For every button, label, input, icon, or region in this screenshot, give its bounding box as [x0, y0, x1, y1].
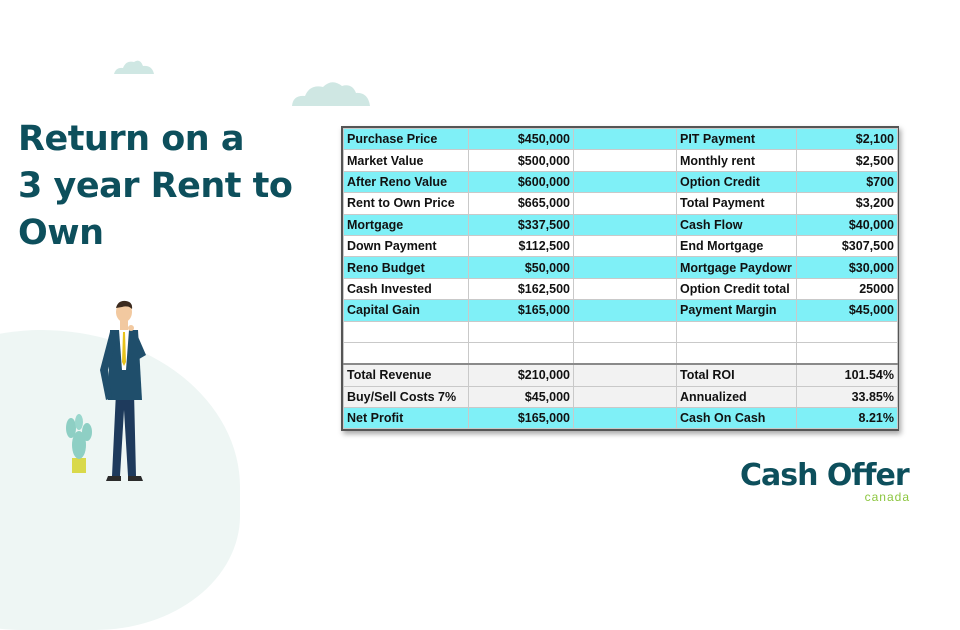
empty-cell [574, 408, 677, 429]
value-cell: $210,000 [469, 364, 574, 386]
label-cell: Mortgage Paydowr [677, 257, 797, 278]
empty-cell [574, 171, 677, 192]
value-cell: $700 [797, 171, 898, 192]
label-cell: Reno Budget [344, 257, 469, 278]
table-row [344, 300, 898, 321]
value-cell: $165,000 [469, 300, 574, 321]
label-cell: Cash Flow [677, 214, 797, 235]
title-line-3: Own [18, 213, 104, 253]
empty-cell [574, 386, 677, 407]
value-cell: $40,000 [797, 214, 898, 235]
empty-cell [574, 278, 677, 299]
empty-cell [574, 235, 677, 256]
value-cell: $30,000 [797, 257, 898, 278]
table-row [344, 408, 898, 429]
table-row [344, 129, 898, 150]
label-cell: Capital Gain [344, 300, 469, 321]
logo-subtext: canada [864, 490, 910, 504]
table-row [344, 193, 898, 214]
label-cell: Down Payment [344, 235, 469, 256]
value-cell [797, 342, 898, 364]
value-cell: 8.21% [797, 408, 898, 429]
label-cell: PIT Payment [677, 129, 797, 150]
empty-cell [574, 193, 677, 214]
empty-cell [574, 364, 677, 386]
label-cell: Buy/Sell Costs 7% [344, 386, 469, 407]
label-cell: Monthly rent [677, 150, 797, 171]
value-cell: $162,500 [469, 278, 574, 299]
value-cell: 33.85% [797, 386, 898, 407]
empty-cell [574, 150, 677, 171]
table-row [344, 235, 898, 256]
label-cell: Cash Invested [344, 278, 469, 299]
value-cell: $2,100 [797, 129, 898, 150]
value-cell: $112,500 [469, 235, 574, 256]
value-cell: 101.54% [797, 364, 898, 386]
table-row [344, 321, 898, 342]
table-row [344, 171, 898, 192]
label-cell: Total Payment [677, 193, 797, 214]
label-cell: Net Profit [344, 408, 469, 429]
table-row [344, 364, 898, 386]
label-cell [677, 342, 797, 364]
spreadsheet-table [341, 126, 899, 431]
value-cell: $45,000 [797, 300, 898, 321]
label-cell: Mortgage [344, 214, 469, 235]
label-cell: Rent to Own Price [344, 193, 469, 214]
table-row [344, 278, 898, 299]
table-row [344, 214, 898, 235]
label-cell: Total ROI [677, 364, 797, 386]
label-cell: Market Value [344, 150, 469, 171]
empty-cell [574, 257, 677, 278]
label-cell: Option Credit total [677, 278, 797, 299]
empty-cell [574, 214, 677, 235]
table-row [344, 257, 898, 278]
label-cell: Cash On Cash [677, 408, 797, 429]
label-cell: Annualized [677, 386, 797, 407]
value-cell: $665,000 [469, 193, 574, 214]
value-cell [469, 342, 574, 364]
label-cell: Option Credit [677, 171, 797, 192]
label-cell: Total Revenue [344, 364, 469, 386]
label-cell [677, 321, 797, 342]
table-row [344, 342, 898, 364]
value-cell: $3,200 [797, 193, 898, 214]
value-cell: $165,000 [469, 408, 574, 429]
value-cell: $337,500 [469, 214, 574, 235]
value-cell [797, 321, 898, 342]
table-row [344, 386, 898, 407]
value-cell: $307,500 [797, 235, 898, 256]
label-cell: Payment Margin [677, 300, 797, 321]
cloud-icon [112, 58, 156, 76]
value-cell: $45,000 [469, 386, 574, 407]
logo-wordmark: Cash Offer [740, 458, 909, 493]
cactus-icon [66, 414, 92, 473]
label-cell: Purchase Price [344, 129, 469, 150]
value-cell: $450,000 [469, 129, 574, 150]
value-cell: $600,000 [469, 171, 574, 192]
label-cell [344, 321, 469, 342]
value-cell: 25000 [797, 278, 898, 299]
empty-cell [574, 300, 677, 321]
title-line-1: Return on a [18, 119, 244, 159]
table-row [344, 150, 898, 171]
empty-cell [574, 342, 677, 364]
value-cell: $2,500 [797, 150, 898, 171]
company-logo [740, 458, 912, 508]
empty-cell [574, 321, 677, 342]
page-title [18, 116, 292, 257]
cloud-icon [290, 78, 372, 108]
businessman-illustration [58, 300, 158, 485]
label-cell [344, 342, 469, 364]
value-cell: $500,000 [469, 150, 574, 171]
label-cell: After Reno Value [344, 171, 469, 192]
empty-cell [574, 129, 677, 150]
value-cell [469, 321, 574, 342]
label-cell: End Mortgage [677, 235, 797, 256]
title-line-2: 3 year Rent to [18, 166, 293, 206]
value-cell: $50,000 [469, 257, 574, 278]
